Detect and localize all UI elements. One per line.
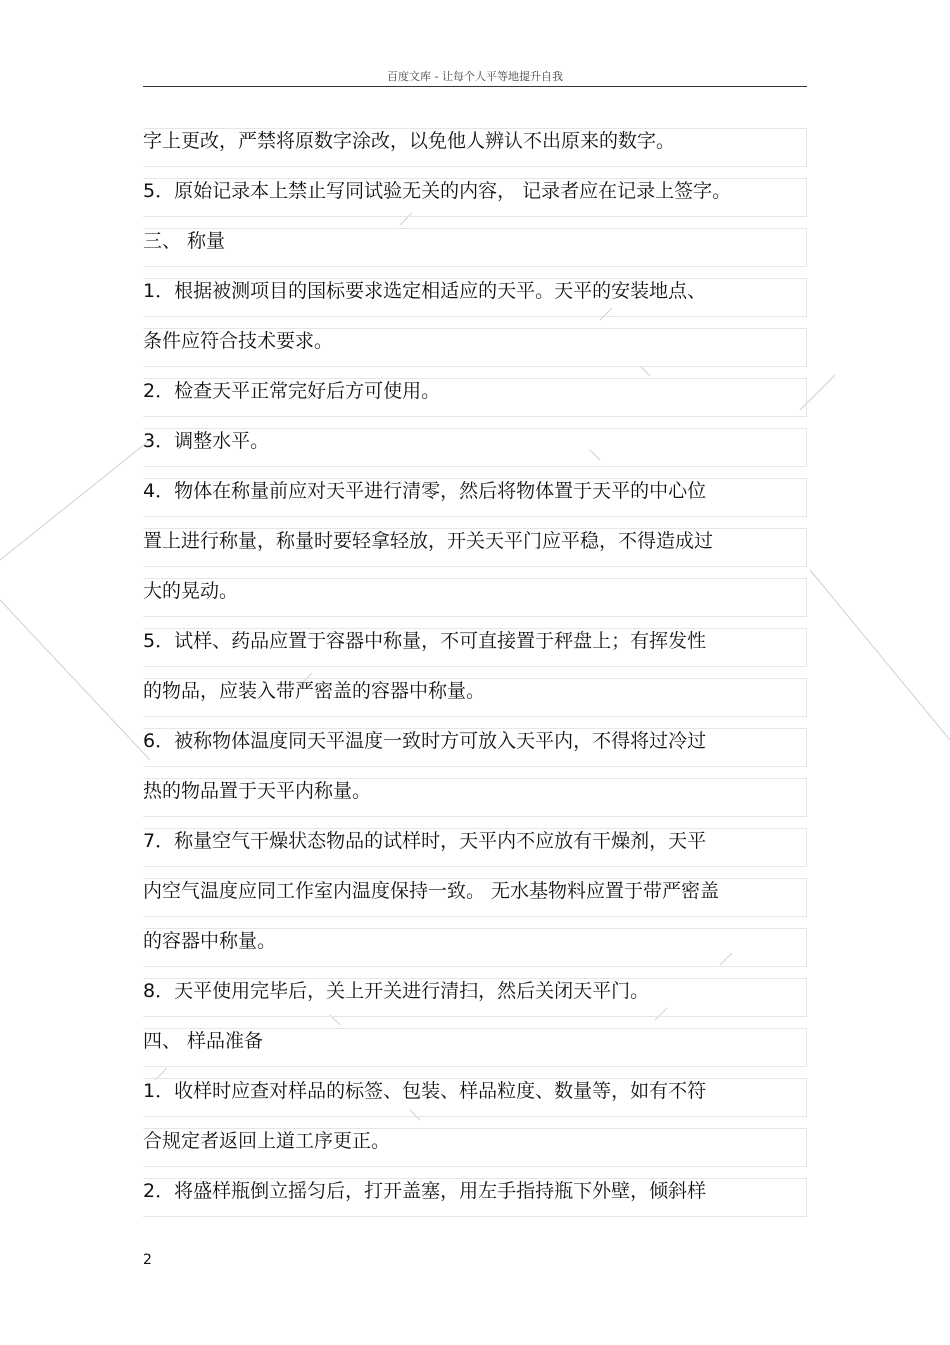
page-header: 百度文库 - 让每个人平等地提升自我 [387,70,563,83]
text-line: 7．称量空气干燥状态物品的试样时，天平内不应放有干燥剂，天平 [143,816,807,866]
text-line: 热的物品置于天平内称量。 [143,766,807,816]
text-line: 2．检查天平正常完好后方可使用。 [143,366,807,416]
header-divider [143,86,807,87]
text-line: 字上更改，严禁将原数字涂改，以免他人辨认不出原来的数字。 [143,116,807,166]
text-line: 合规定者返回上道工序更正。 [143,1116,807,1166]
section-heading: 四、 样品准备 [143,1016,807,1066]
text-line: 6．被称物体温度同天平温度一致时方可放入天平内，不得将过冷过 [143,716,807,766]
text-line: 4．物体在称量前应对天平进行清零，然后将物体置于天平的中心位 [143,466,807,516]
page-number: 2 [143,1252,152,1268]
text-line: 置上进行称量，称量时要轻拿轻放，开关天平门应平稳，不得造成过 [143,516,807,566]
text-line: 5．原始记录本上禁止写同试验无关的内容， 记录者应在记录上签字。 [143,166,807,216]
text-line: 的容器中称量。 [143,916,807,966]
text-line: 8．天平使用完毕后，关上开关进行清扫，然后关闭天平门。 [143,966,807,1016]
text-line: 内空气温度应同工作室内温度保持一致。 无水基物料应置于带严密盖 [143,866,807,916]
text-line: 5．试样、药品应置于容器中称量，不可直接置于秤盘上；有挥发性 [143,616,807,666]
text-line: 1．收样时应查对样品的标签、包装、样品粒度、数量等，如有不符 [143,1066,807,1116]
section-heading: 三、 称量 [143,216,807,266]
text-line: 2．将盛样瓶倒立摇匀后，打开盖塞，用左手指持瓶下外壁，倾斜样 [143,1166,807,1216]
text-line: 大的晃动。 [143,566,807,616]
document-body [143,116,807,1216]
text-line: 的物品，应装入带严密盖的容器中称量。 [143,666,807,716]
text-line: 1．根据被测项目的国标要求选定相适应的天平。天平的安装地点、 [143,266,807,316]
text-line: 3．调整水平。 [143,416,807,466]
text-line: 条件应符合技术要求。 [143,316,807,366]
